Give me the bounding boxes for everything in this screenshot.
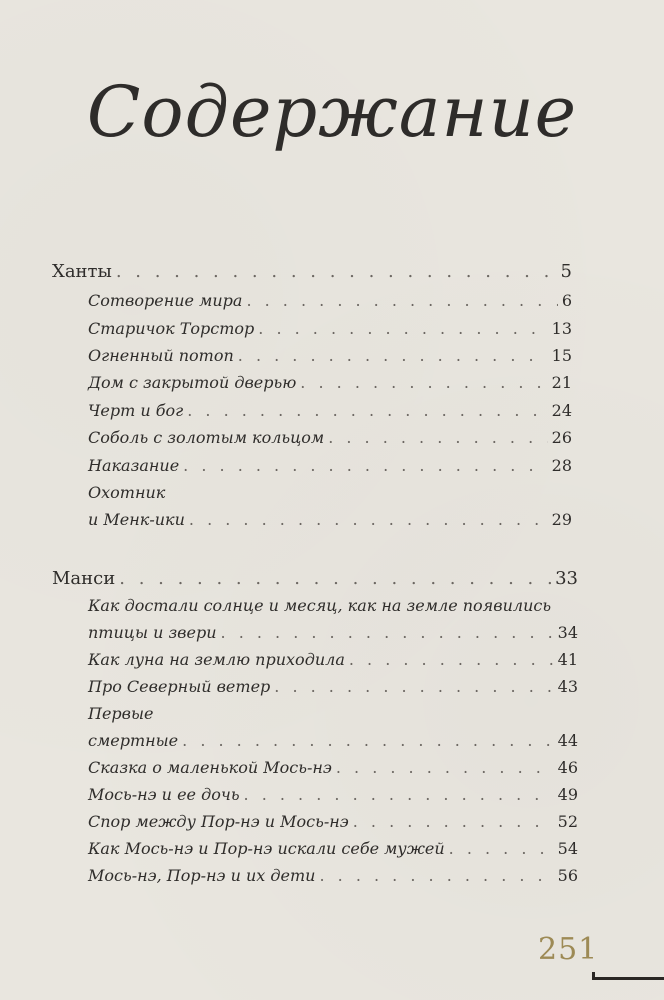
entry-label: Мось-нэ, Пор-нэ и их дети <box>88 866 316 885</box>
toc-entry[interactable] <box>88 863 578 889</box>
page-number: 26 <box>551 428 572 447</box>
leader-dots <box>349 647 554 673</box>
page-number: 43 <box>557 677 578 696</box>
entry-label: птицы и звери <box>88 623 217 642</box>
toc-entry[interactable] <box>88 809 578 835</box>
entry-label: Как Мось-нэ и Пор-нэ искали себе мужей <box>88 839 445 858</box>
leader-dots <box>336 755 554 781</box>
toc-entry[interactable] <box>88 288 572 314</box>
toc-entry[interactable] <box>88 647 578 673</box>
page-number: 29 <box>551 510 572 529</box>
entry-label: и Менк-ики <box>88 510 185 529</box>
leader-dots <box>246 288 557 314</box>
entry-label: Старичок Торстор <box>88 319 255 338</box>
toc-entry-first-line[interactable]: Как достали солнце и месяц, как на земле появились <box>88 596 552 615</box>
toc-entry[interactable] <box>88 674 578 700</box>
toc-entry[interactable] <box>88 398 572 424</box>
page-number: 34 <box>557 623 578 642</box>
toc-entry[interactable] <box>88 425 572 451</box>
leader-dots <box>119 566 551 592</box>
leader-dots <box>274 674 553 700</box>
entry-label: Огненный потоп <box>88 346 234 365</box>
toc-entry[interactable] <box>88 620 578 646</box>
toc-entry[interactable] <box>88 316 572 342</box>
section-label: Манси <box>52 568 116 589</box>
entry-label: Соболь с золотым кольцом <box>88 428 325 447</box>
entry-label: Как луна на землю приходила <box>88 650 345 669</box>
page-number: 21 <box>551 373 572 392</box>
page-title: Содержание <box>86 71 578 153</box>
page-number: 49 <box>557 785 578 804</box>
toc-entry-first-line[interactable]: Охотник <box>88 483 166 502</box>
page-number: 28 <box>551 456 572 475</box>
leader-dots <box>238 343 548 369</box>
toc-entry[interactable] <box>88 370 572 396</box>
entry-label: Спор между Пор-нэ и Мось-нэ <box>88 812 349 831</box>
toc-entry[interactable] <box>88 728 578 754</box>
page-number: 13 <box>551 319 572 338</box>
page-folio: 251 <box>538 932 599 967</box>
leader-dots <box>183 453 547 479</box>
leader-dots <box>187 398 547 424</box>
leader-dots <box>319 863 553 889</box>
toc-entry[interactable] <box>88 507 572 533</box>
corner-ornament <box>592 972 664 980</box>
toc-entry[interactable] <box>88 755 578 781</box>
leader-dots <box>449 836 554 862</box>
page-number: 24 <box>551 401 572 420</box>
section-label: Ханты <box>52 261 112 282</box>
toc-entry[interactable] <box>88 453 572 479</box>
leader-dots <box>353 809 554 835</box>
entry-label: Про Северный ветер <box>88 677 271 696</box>
leader-dots <box>300 370 547 396</box>
entry-label: смертные <box>88 731 179 750</box>
leader-dots <box>258 316 547 342</box>
leader-dots <box>116 259 557 285</box>
entry-label: Сказка о маленькой Мось-нэ <box>88 758 332 777</box>
entry-label: Сотворение мира <box>88 291 243 310</box>
entry-label: Наказание <box>88 456 180 475</box>
page-number: 5 <box>560 261 572 282</box>
page-number: 52 <box>557 812 578 831</box>
page-number: 15 <box>551 346 572 365</box>
toc-entry[interactable] <box>88 343 572 369</box>
page-number: 33 <box>555 568 578 589</box>
entry-label: Дом с закрытой дверью <box>88 373 297 392</box>
toc-entry[interactable] <box>88 782 578 808</box>
toc-entry-first-line[interactable]: Первые <box>88 704 154 723</box>
page-number: 6 <box>561 291 572 310</box>
toc-section-khanty[interactable] <box>52 259 572 285</box>
toc-entry[interactable] <box>88 836 578 862</box>
page-number: 46 <box>557 758 578 777</box>
entry-label: Черт и бог <box>88 401 184 420</box>
leader-dots <box>182 728 553 754</box>
toc-section-mansi[interactable] <box>52 566 578 592</box>
leader-dots <box>189 507 548 533</box>
leader-dots <box>244 782 554 808</box>
page-number: 44 <box>557 731 578 750</box>
page-number: 56 <box>557 866 578 885</box>
entry-label: Мось-нэ и ее дочь <box>88 785 240 804</box>
leader-dots <box>221 620 554 646</box>
leader-dots <box>328 425 547 451</box>
page-number: 41 <box>557 650 578 669</box>
page-number: 54 <box>557 839 578 858</box>
